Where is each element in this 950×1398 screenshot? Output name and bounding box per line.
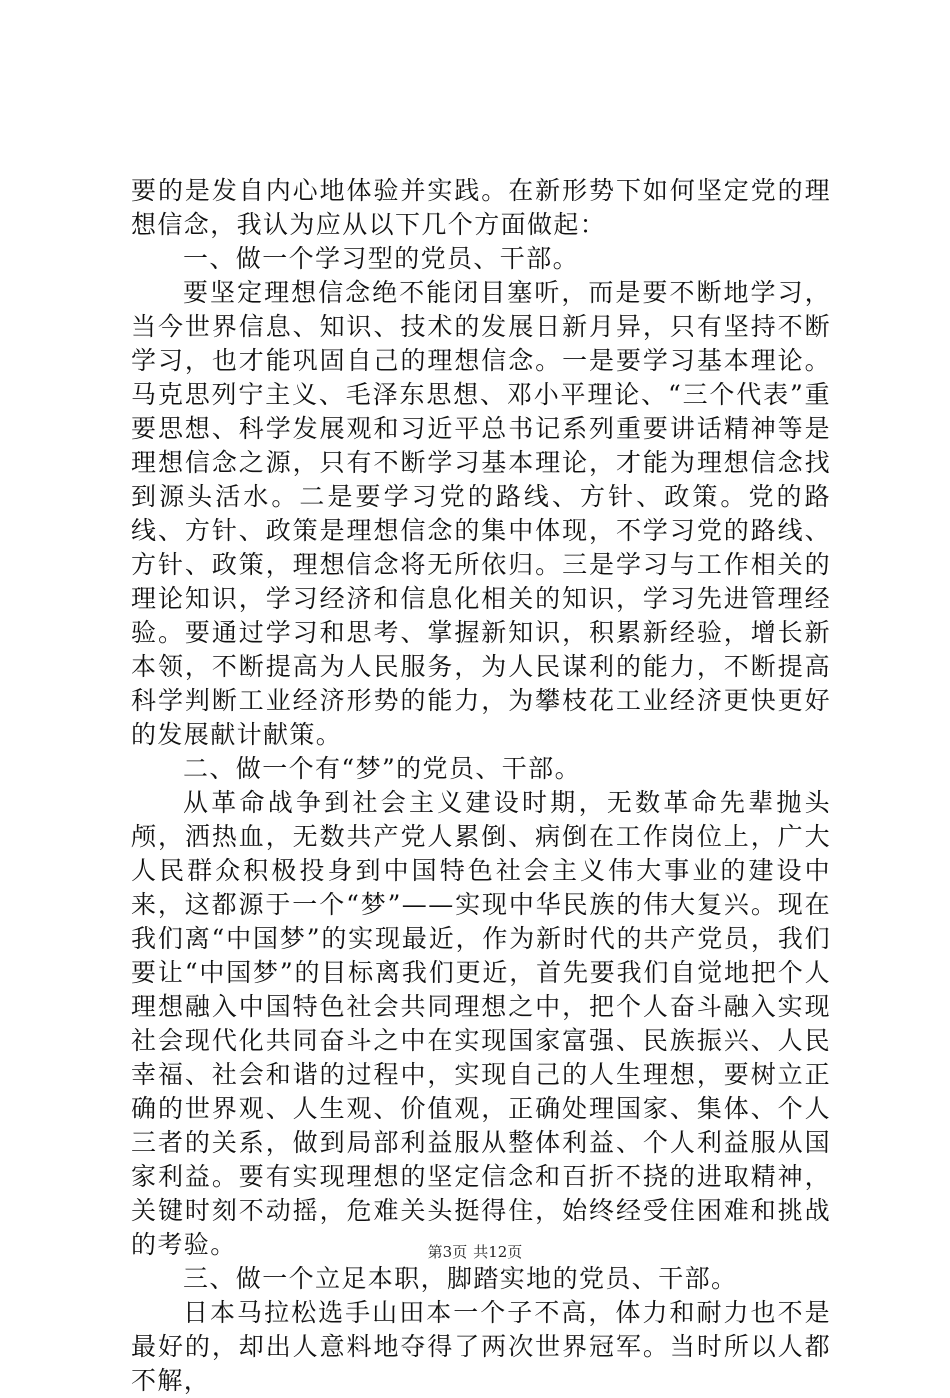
paragraph-study: 要坚定理想信念绝不能闭目塞听，而是要不断地学习，当今世界信息、知识、技术的发展日新月异，只有坚持不断学习，也才能巩固自己的理想信念。一是要学习基本理论。马克思列宁主义、毛泽东思想、邓小平理论、“三个代表”重要思想、科学发展观和习近平总书记系列重要讲话精神等是理想信念之源，只有不断学习基本理论，才能为理想信念找到源头活水。二是要学习党的路线、方针、政策。党的路线、方针、政策是理想信念的集中体现，不学习党的路线、方针、政策，理想信念将无所依归。三是学习与工作相关的理论知识，学习经济和信息化相关的知识，学习先进管理经验。要通过学习和思考、掌握新知识，积累新经验，增长新本领，不断提高为人民服务，为人民谋利的能力，不断提高科学判断工业经济形势的能力，为攀枝花工业经济更快更好的发展献计献策。 bbox=[131, 278, 831, 749]
section-heading-1: 一、做一个学习型的党员、干部。 bbox=[183, 244, 580, 273]
document-body bbox=[131, 174, 831, 1398]
page-total: 共12页 bbox=[473, 1243, 523, 1261]
paragraph-marathon: 日本马拉松选手山田本一个子不高，体力和耐力也不是最好的，却出人意料地夺得了两次世界冠军。当时所以人都不解， bbox=[131, 1298, 831, 1395]
paragraph-dream: 从革命战争到社会主义建设时期，无数革命先辈抛头颅，洒热血，无数共产党人累倒、病倒在工作岗位上，广大人民群众积极投身到中国特色社会主义伟大事业的建设中来，这都源于一个“梦”——实现中华民族的伟大复兴。现在我们离“中国梦”的实现最近，作为新时代的共产党员，我们要让“中国梦”的目标离我们更近，首先要我们自觉地把个人理想融入中国特色社会共同理想之中，把个人奋斗融入实现社会现代化共同奋斗之中在实现国家富强、民族振兴、人民幸福、社会和谐的过程中，实现自己的人生理想，要树立正确的世界观、人生观、价值观，正确处理国家、集体、个人三者的关系，做到局部利益服从整体利益、个人利益服从国家利益。要有实现理想的坚定信念和百折不挠的进取精神，关键时刻不动摇，危难关头挺得住，始终经受住困难和挑战的考验。 bbox=[131, 788, 831, 1259]
section-heading-2: 二、做一个有“梦”的党员、干部。 bbox=[183, 754, 581, 783]
page-number: 第3页 bbox=[427, 1243, 468, 1261]
section-heading-3: 三、做一个立足本职，脚踏实地的党员、干部。 bbox=[183, 1264, 738, 1293]
paragraph-continuation: 要的是发自内心地体验并实践。在新形势下如何坚定党的理想信念，我认为应从以下几个方面做起： bbox=[131, 176, 831, 239]
page-footer bbox=[0, 1242, 950, 1262]
